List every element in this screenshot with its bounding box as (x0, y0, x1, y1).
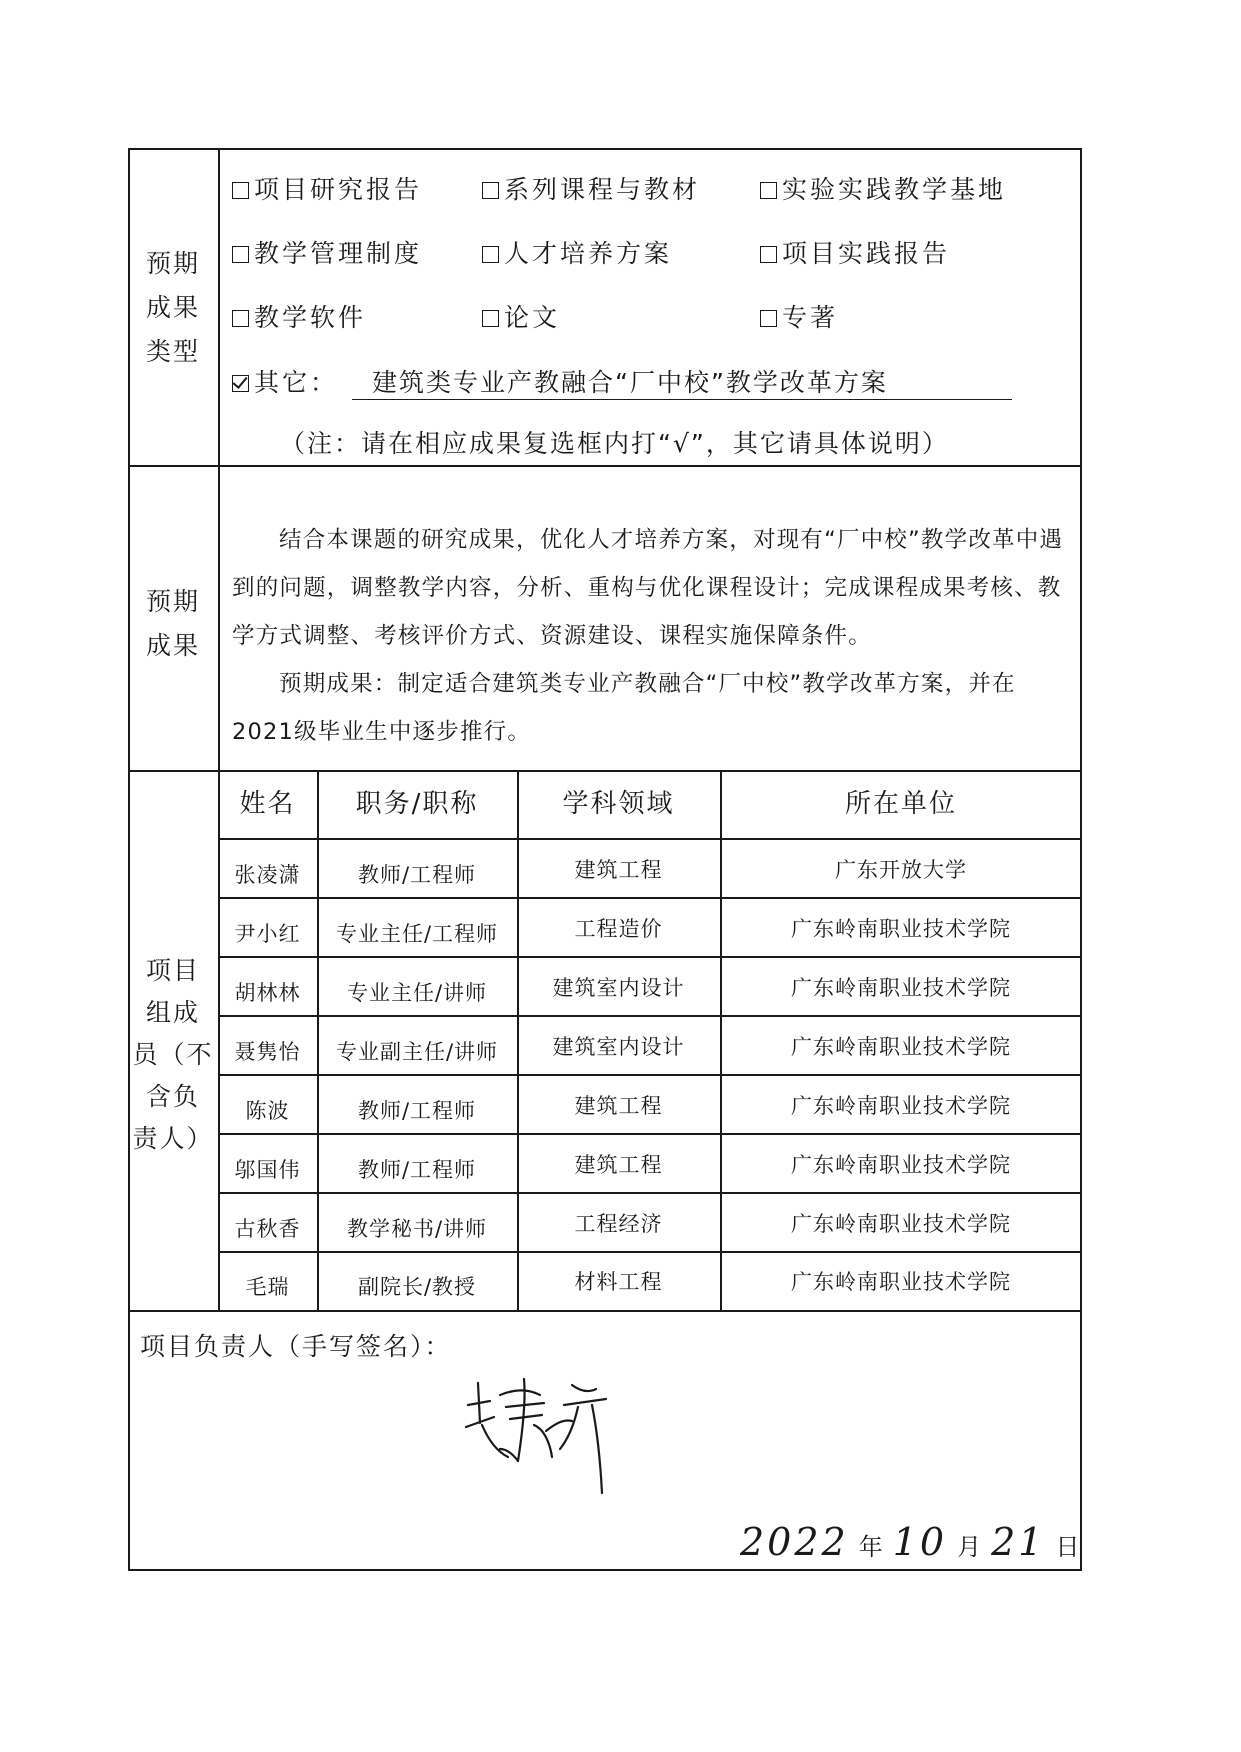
cell-discipline: 工程经济 (574, 1212, 663, 1236)
cell-organization: 广东岭南职业技术学院 (791, 976, 1011, 1000)
option-monograph[interactable] (760, 301, 838, 335)
cell-name: 古秋香 (234, 1217, 301, 1241)
label-line: 成果 (145, 293, 200, 322)
outcome-type-label (128, 242, 218, 374)
checkbox[interactable] (760, 182, 777, 199)
instruction-note: （注：请在相应成果复选框内打“√”，其它请具体说明） (280, 429, 949, 458)
cell-name: 毛瑞 (245, 1275, 290, 1299)
cell-organization: 广东岭南职业技术学院 (791, 1094, 1011, 1118)
cell-organization: 广东岭南职业技术学院 (791, 1212, 1011, 1236)
checkbox[interactable] (760, 310, 777, 327)
date-month: 10 (892, 1520, 948, 1564)
divider (218, 148, 220, 1311)
option-course-materials[interactable] (482, 173, 700, 207)
cell-name: 陈波 (245, 1099, 290, 1123)
cell-name: 胡林林 (234, 981, 301, 1005)
cell-discipline: 建筑室内设计 (552, 976, 685, 1000)
divider (128, 465, 1082, 467)
date-year: 2022 (740, 1520, 849, 1564)
option-label: 系列课程与教材 (504, 175, 701, 204)
option-label: 教学软件 (254, 303, 367, 332)
cell-organization: 广东开放大学 (835, 858, 967, 882)
cell-title: 教师/工程师 (357, 863, 477, 887)
signature-date (740, 1520, 1089, 1564)
cell-name: 尹小红 (234, 922, 301, 946)
signature-label: 项目负责人（手写签名）： (140, 1332, 452, 1361)
checkbox[interactable] (232, 182, 249, 199)
cell-title: 专业主任/工程师 (335, 922, 499, 946)
outcome-paragraph-1 (232, 516, 1067, 660)
table-grid-line (218, 1015, 1082, 1017)
cell-title: 专业副主任/讲师 (335, 1040, 499, 1064)
option-label: 其它： (254, 368, 339, 397)
other-description[interactable]: 建筑类专业产教融合“厂中校”教学改革方案 (352, 366, 1012, 400)
date-year-unit: 年 (858, 1533, 883, 1561)
cell-organization: 广东岭南职业技术学院 (791, 1270, 1011, 1294)
cell-name: 张凌潇 (234, 863, 301, 887)
option-other[interactable] (232, 366, 338, 400)
option-management-system[interactable] (232, 237, 422, 271)
label-line: 类型 (145, 337, 200, 366)
cell-name: 邬国伟 (234, 1158, 301, 1182)
paragraph-text: 预期成果：制定适合建筑类专业产教融合“厂中校”教学改革方案，并在2021级毕业生中逐步推行。 (232, 671, 1016, 745)
date-day-unit: 日 (1055, 1533, 1080, 1561)
label-line: 组成 (145, 998, 200, 1027)
option-software[interactable] (232, 301, 366, 335)
label-line: 员（不 (132, 1040, 214, 1069)
cell-title: 副院长/教授 (357, 1275, 477, 1299)
checkbox[interactable] (232, 246, 249, 263)
cell-title: 教学秘书/讲师 (346, 1217, 488, 1241)
members-label (128, 950, 218, 1160)
checkbox[interactable] (482, 246, 499, 263)
label-line: 成果 (145, 631, 200, 660)
checkbox[interactable] (232, 310, 249, 327)
table-grid-line (218, 1251, 1082, 1253)
label-line: 含负 (145, 1082, 200, 1111)
cell-organization: 广东岭南职业技术学院 (791, 1035, 1011, 1059)
cell-discipline: 建筑工程 (574, 1153, 663, 1177)
option-research-report[interactable] (232, 173, 422, 207)
table-grid-line (218, 1074, 1082, 1076)
table-grid-line (218, 1192, 1082, 1194)
divider (128, 1310, 1082, 1312)
paragraph-text: 结合本课题的研究成果，优化人才培养方案，对现有“厂中校”教学改革中遇到的问题，调整教学内容，分析、重构与优化课程设计；完成课程成果考核、教学方式调整、考核评价方式、资源建设、课程实施保障条件。 (232, 527, 1064, 649)
cell-organization: 广东岭南职业技术学院 (791, 917, 1011, 941)
cell-title: 教师/工程师 (357, 1099, 477, 1123)
table-grid-line (218, 838, 1082, 840)
option-label: 实验实践教学基地 (782, 175, 1007, 204)
handwritten-signature[interactable] (460, 1365, 630, 1505)
cell-discipline: 建筑工程 (574, 858, 663, 882)
option-label: 专著 (782, 303, 839, 332)
cell-discipline: 材料工程 (574, 1270, 663, 1294)
header-title: 职务/职称 (355, 789, 479, 819)
header-name: 姓名 (239, 789, 296, 819)
label-line: 预期 (145, 249, 200, 278)
checkbox-checked[interactable] (232, 375, 249, 392)
option-label: 教学管理制度 (254, 239, 423, 268)
option-label: 项目研究报告 (254, 175, 423, 204)
cell-discipline: 建筑工程 (574, 1094, 663, 1118)
date-month-unit: 月 (957, 1533, 982, 1561)
header-discipline: 学科领域 (562, 789, 675, 819)
header-organization: 所在单位 (844, 789, 957, 819)
cell-organization: 广东岭南职业技术学院 (791, 1153, 1011, 1177)
table-grid-line (218, 1133, 1082, 1135)
label-line: 预期 (145, 587, 200, 616)
label-line: 责人） (132, 1124, 214, 1153)
table-grid-line (218, 897, 1082, 899)
option-practice-report[interactable] (760, 237, 950, 271)
label-line: 项目 (145, 956, 200, 985)
checkbox[interactable] (482, 310, 499, 327)
option-paper[interactable] (482, 301, 560, 335)
option-label: 项目实践报告 (782, 239, 951, 268)
option-label: 人才培养方案 (504, 239, 673, 268)
option-training-plan[interactable] (482, 237, 672, 271)
option-label: 论文 (504, 303, 561, 332)
divider (128, 770, 1082, 772)
expected-outcome-label (128, 580, 218, 668)
date-day: 21 (991, 1520, 1046, 1564)
checkbox[interactable] (760, 246, 777, 263)
cell-discipline: 工程造价 (574, 917, 663, 941)
cell-name: 聂隽怡 (234, 1040, 301, 1064)
cell-title: 教师/工程师 (357, 1158, 477, 1182)
outcome-paragraph-2 (232, 660, 1067, 756)
checkbox[interactable] (482, 182, 499, 199)
cell-title: 专业主任/讲师 (346, 981, 488, 1005)
cell-discipline: 建筑室内设计 (552, 1035, 685, 1059)
option-practice-base[interactable] (760, 173, 1006, 207)
table-grid-line (218, 956, 1082, 958)
